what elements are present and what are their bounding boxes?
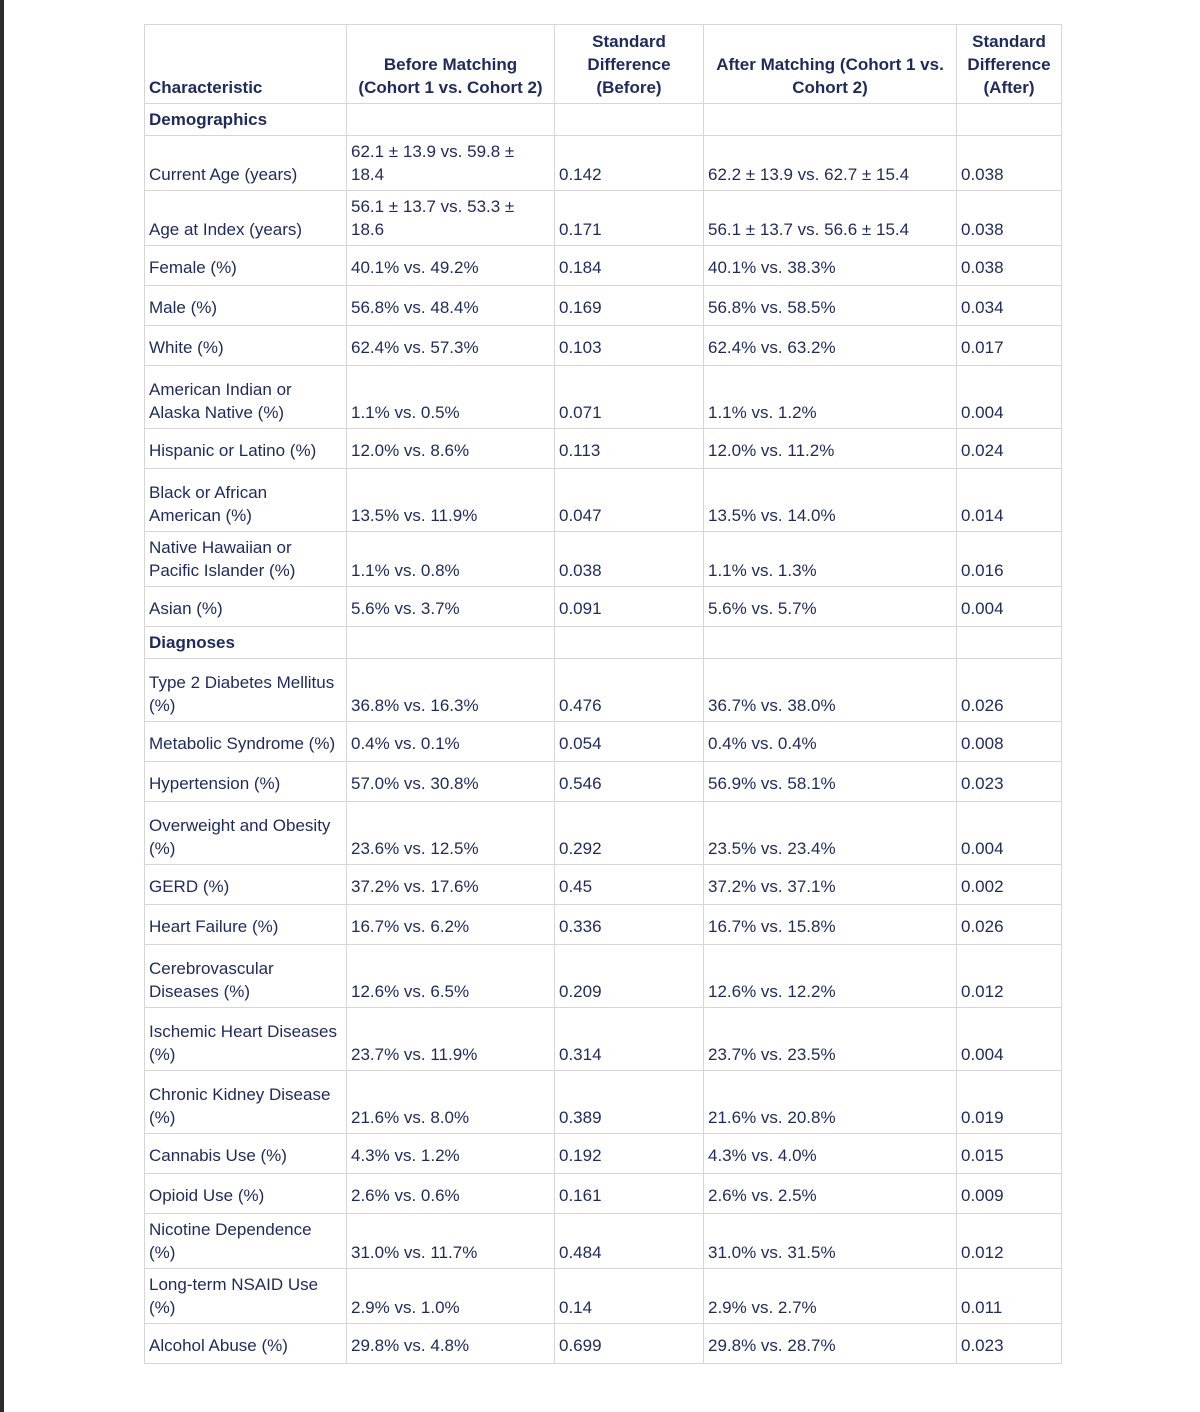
cell-after-matching: 1.1% vs. 1.3% <box>704 532 957 587</box>
cell-after-matching: 12.6% vs. 12.2% <box>704 945 957 1008</box>
cell-characteristic: Asian (%) <box>145 587 347 627</box>
cell-after-matching: 56.8% vs. 58.5% <box>704 286 957 326</box>
cell-std-diff-after: 0.024 <box>957 429 1062 469</box>
cell-before-matching: 13.5% vs. 11.9% <box>347 469 555 532</box>
cell-characteristic: GERD (%) <box>145 865 347 905</box>
header-std-diff-before: Standard Difference (Before) <box>555 25 704 104</box>
cell-before-matching: 16.7% vs. 6.2% <box>347 905 555 945</box>
cell-std-diff-after: 0.038 <box>957 246 1062 286</box>
cell-std-diff-before: 0.484 <box>555 1214 704 1269</box>
cell-characteristic: Female (%) <box>145 246 347 286</box>
cell-after-matching: 29.8% vs. 28.7% <box>704 1324 957 1364</box>
table-row <box>145 1324 1062 1364</box>
cell-before-matching: 2.9% vs. 1.0% <box>347 1269 555 1324</box>
cell-after-matching: 2.9% vs. 2.7% <box>704 1269 957 1324</box>
cell-std-diff-after: 0.002 <box>957 865 1062 905</box>
cell-characteristic: Heart Failure (%) <box>145 905 347 945</box>
cell-std-diff-after: 0.014 <box>957 469 1062 532</box>
cell-std-diff-after: 0.012 <box>957 945 1062 1008</box>
cell-std-diff-after: 0.004 <box>957 1008 1062 1071</box>
table-row <box>145 802 1062 865</box>
cell-std-diff-after: 0.011 <box>957 1269 1062 1324</box>
cell-characteristic: Cannabis Use (%) <box>145 1134 347 1174</box>
cell-before-matching: 40.1% vs. 49.2% <box>347 246 555 286</box>
cell-std-diff-after: 0.023 <box>957 1324 1062 1364</box>
demographics-rows <box>145 136 1062 627</box>
table-row <box>145 587 1062 627</box>
cell-before-matching: 29.8% vs. 4.8% <box>347 1324 555 1364</box>
table-row <box>145 246 1062 286</box>
cell-std-diff-before: 0.054 <box>555 722 704 762</box>
cell-std-diff-after: 0.004 <box>957 366 1062 429</box>
cell-characteristic: Chronic Kidney Disease (%) <box>145 1071 347 1134</box>
cell-characteristic: Age at Index (years) <box>145 191 347 246</box>
cell-characteristic: Native Hawaiian or Pacific Islander (%) <box>145 532 347 587</box>
cell-characteristic: Cerebrovascular Diseases (%) <box>145 945 347 1008</box>
cell-before-matching: 2.6% vs. 0.6% <box>347 1174 555 1214</box>
cell-characteristic: Overweight and Obesity (%) <box>145 802 347 865</box>
header-after-matching: After Matching (Cohort 1 vs. Cohort 2) <box>704 25 957 104</box>
table-row <box>145 286 1062 326</box>
cell-after-matching: 16.7% vs. 15.8% <box>704 905 957 945</box>
cell-std-diff-after: 0.026 <box>957 905 1062 945</box>
cell-std-diff-after: 0.004 <box>957 587 1062 627</box>
table-row <box>145 1071 1062 1134</box>
cell-after-matching: 13.5% vs. 14.0% <box>704 469 957 532</box>
cell-characteristic: Black or African American (%) <box>145 469 347 532</box>
cell-before-matching: 56.1 ± 13.7 vs. 53.3 ± 18.6 <box>347 191 555 246</box>
cell-after-matching: 5.6% vs. 5.7% <box>704 587 957 627</box>
cell-std-diff-before: 0.169 <box>555 286 704 326</box>
empty-cell <box>704 627 957 659</box>
cell-after-matching: 56.9% vs. 58.1% <box>704 762 957 802</box>
cell-std-diff-after: 0.004 <box>957 802 1062 865</box>
empty-cell <box>957 104 1062 136</box>
cell-characteristic: Type 2 Diabetes Mellitus (%) <box>145 659 347 722</box>
cell-std-diff-before: 0.476 <box>555 659 704 722</box>
table-row <box>145 366 1062 429</box>
section-title-demographics: Demographics <box>145 104 347 136</box>
cell-characteristic: Hypertension (%) <box>145 762 347 802</box>
cell-after-matching: 23.5% vs. 23.4% <box>704 802 957 865</box>
cell-before-matching: 4.3% vs. 1.2% <box>347 1134 555 1174</box>
cell-std-diff-after: 0.017 <box>957 326 1062 366</box>
cell-std-diff-before: 0.209 <box>555 945 704 1008</box>
cell-before-matching: 12.0% vs. 8.6% <box>347 429 555 469</box>
cell-std-diff-after: 0.038 <box>957 191 1062 246</box>
empty-cell <box>555 627 704 659</box>
cell-characteristic: Current Age (years) <box>145 136 347 191</box>
cell-characteristic: Opioid Use (%) <box>145 1174 347 1214</box>
header-std-diff-after: Standard Difference (After) <box>957 25 1062 104</box>
cell-before-matching: 21.6% vs. 8.0% <box>347 1071 555 1134</box>
table-row <box>145 1269 1062 1324</box>
table-row <box>145 469 1062 532</box>
cell-after-matching: 31.0% vs. 31.5% <box>704 1214 957 1269</box>
cell-before-matching: 0.4% vs. 0.1% <box>347 722 555 762</box>
cell-std-diff-before: 0.184 <box>555 246 704 286</box>
cell-std-diff-after: 0.034 <box>957 286 1062 326</box>
table-body <box>145 104 1062 136</box>
cell-std-diff-before: 0.103 <box>555 326 704 366</box>
cell-before-matching: 56.8% vs. 48.4% <box>347 286 555 326</box>
cell-std-diff-after: 0.012 <box>957 1214 1062 1269</box>
cell-std-diff-before: 0.071 <box>555 366 704 429</box>
table-row <box>145 1214 1062 1269</box>
table-row <box>145 429 1062 469</box>
cell-std-diff-before: 0.113 <box>555 429 704 469</box>
cell-std-diff-after: 0.023 <box>957 762 1062 802</box>
cell-std-diff-before: 0.389 <box>555 1071 704 1134</box>
cell-before-matching: 23.7% vs. 11.9% <box>347 1008 555 1071</box>
cell-characteristic: American Indian or Alaska Native (%) <box>145 366 347 429</box>
cell-std-diff-before: 0.14 <box>555 1269 704 1324</box>
table-row <box>145 1134 1062 1174</box>
cell-std-diff-after: 0.016 <box>957 532 1062 587</box>
cell-std-diff-before: 0.171 <box>555 191 704 246</box>
cell-after-matching: 0.4% vs. 0.4% <box>704 722 957 762</box>
cell-after-matching: 56.1 ± 13.7 vs. 56.6 ± 15.4 <box>704 191 957 246</box>
cell-after-matching: 62.2 ± 13.9 vs. 62.7 ± 15.4 <box>704 136 957 191</box>
cell-characteristic: Hispanic or Latino (%) <box>145 429 347 469</box>
table-row <box>145 659 1062 722</box>
cell-characteristic: White (%) <box>145 326 347 366</box>
cell-std-diff-before: 0.699 <box>555 1324 704 1364</box>
empty-cell <box>347 627 555 659</box>
cell-characteristic: Nicotine Dependence (%) <box>145 1214 347 1269</box>
table-row <box>145 1174 1062 1214</box>
table-row <box>145 905 1062 945</box>
table-row <box>145 945 1062 1008</box>
cell-characteristic: Long-term NSAID Use (%) <box>145 1269 347 1324</box>
cell-before-matching: 1.1% vs. 0.8% <box>347 532 555 587</box>
cell-std-diff-before: 0.161 <box>555 1174 704 1214</box>
header-characteristic: Characteristic <box>145 25 347 104</box>
cell-after-matching: 40.1% vs. 38.3% <box>704 246 957 286</box>
cell-std-diff-after: 0.009 <box>957 1174 1062 1214</box>
cell-after-matching: 4.3% vs. 4.0% <box>704 1134 957 1174</box>
cell-std-diff-before: 0.546 <box>555 762 704 802</box>
section-row-demographics <box>145 104 1062 136</box>
cell-characteristic: Male (%) <box>145 286 347 326</box>
table-row <box>145 326 1062 366</box>
cell-std-diff-after: 0.015 <box>957 1134 1062 1174</box>
empty-cell <box>347 104 555 136</box>
table-row <box>145 865 1062 905</box>
cell-std-diff-before: 0.192 <box>555 1134 704 1174</box>
cohort-matching-table <box>144 24 1062 1364</box>
table-row <box>145 1008 1062 1071</box>
cell-after-matching: 21.6% vs. 20.8% <box>704 1071 957 1134</box>
cell-before-matching: 36.8% vs. 16.3% <box>347 659 555 722</box>
table-row <box>145 722 1062 762</box>
empty-cell <box>704 104 957 136</box>
cell-before-matching: 23.6% vs. 12.5% <box>347 802 555 865</box>
cell-std-diff-before: 0.292 <box>555 802 704 865</box>
cell-characteristic: Metabolic Syndrome (%) <box>145 722 347 762</box>
empty-cell <box>555 104 704 136</box>
cell-std-diff-after: 0.026 <box>957 659 1062 722</box>
cell-before-matching: 5.6% vs. 3.7% <box>347 587 555 627</box>
cell-before-matching: 1.1% vs. 0.5% <box>347 366 555 429</box>
cell-std-diff-before: 0.047 <box>555 469 704 532</box>
cell-std-diff-after: 0.038 <box>957 136 1062 191</box>
cell-after-matching: 23.7% vs. 23.5% <box>704 1008 957 1071</box>
cell-std-diff-before: 0.336 <box>555 905 704 945</box>
header-row <box>145 25 1062 104</box>
cell-characteristic: Ischemic Heart Diseases (%) <box>145 1008 347 1071</box>
cell-before-matching: 62.4% vs. 57.3% <box>347 326 555 366</box>
table-row <box>145 191 1062 246</box>
cell-after-matching: 37.2% vs. 37.1% <box>704 865 957 905</box>
cell-after-matching: 2.6% vs. 2.5% <box>704 1174 957 1214</box>
cell-before-matching: 57.0% vs. 30.8% <box>347 762 555 802</box>
section-title-diagnoses: Diagnoses <box>145 627 347 659</box>
section-row-diagnoses <box>145 627 1062 659</box>
cell-before-matching: 62.1 ± 13.9 vs. 59.8 ± 18.4 <box>347 136 555 191</box>
cell-std-diff-before: 0.142 <box>555 136 704 191</box>
diagnoses-section <box>145 627 1062 659</box>
table-row <box>145 136 1062 191</box>
empty-cell <box>957 627 1062 659</box>
cell-after-matching: 36.7% vs. 38.0% <box>704 659 957 722</box>
cell-std-diff-before: 0.091 <box>555 587 704 627</box>
cell-std-diff-after: 0.019 <box>957 1071 1062 1134</box>
cell-after-matching: 12.0% vs. 11.2% <box>704 429 957 469</box>
cell-after-matching: 62.4% vs. 63.2% <box>704 326 957 366</box>
cell-std-diff-before: 0.038 <box>555 532 704 587</box>
window-edge <box>0 0 4 1412</box>
cell-std-diff-after: 0.008 <box>957 722 1062 762</box>
cell-before-matching: 31.0% vs. 11.7% <box>347 1214 555 1269</box>
table-header <box>145 25 1062 104</box>
cell-before-matching: 37.2% vs. 17.6% <box>347 865 555 905</box>
cell-std-diff-before: 0.314 <box>555 1008 704 1071</box>
cell-characteristic: Alcohol Abuse (%) <box>145 1324 347 1364</box>
table-row <box>145 762 1062 802</box>
header-before-matching: Before Matching (Cohort 1 vs. Cohort 2) <box>347 25 555 104</box>
cell-after-matching: 1.1% vs. 1.2% <box>704 366 957 429</box>
diagnoses-rows <box>145 659 1062 1364</box>
cell-before-matching: 12.6% vs. 6.5% <box>347 945 555 1008</box>
table-row <box>145 532 1062 587</box>
cell-std-diff-before: 0.45 <box>555 865 704 905</box>
